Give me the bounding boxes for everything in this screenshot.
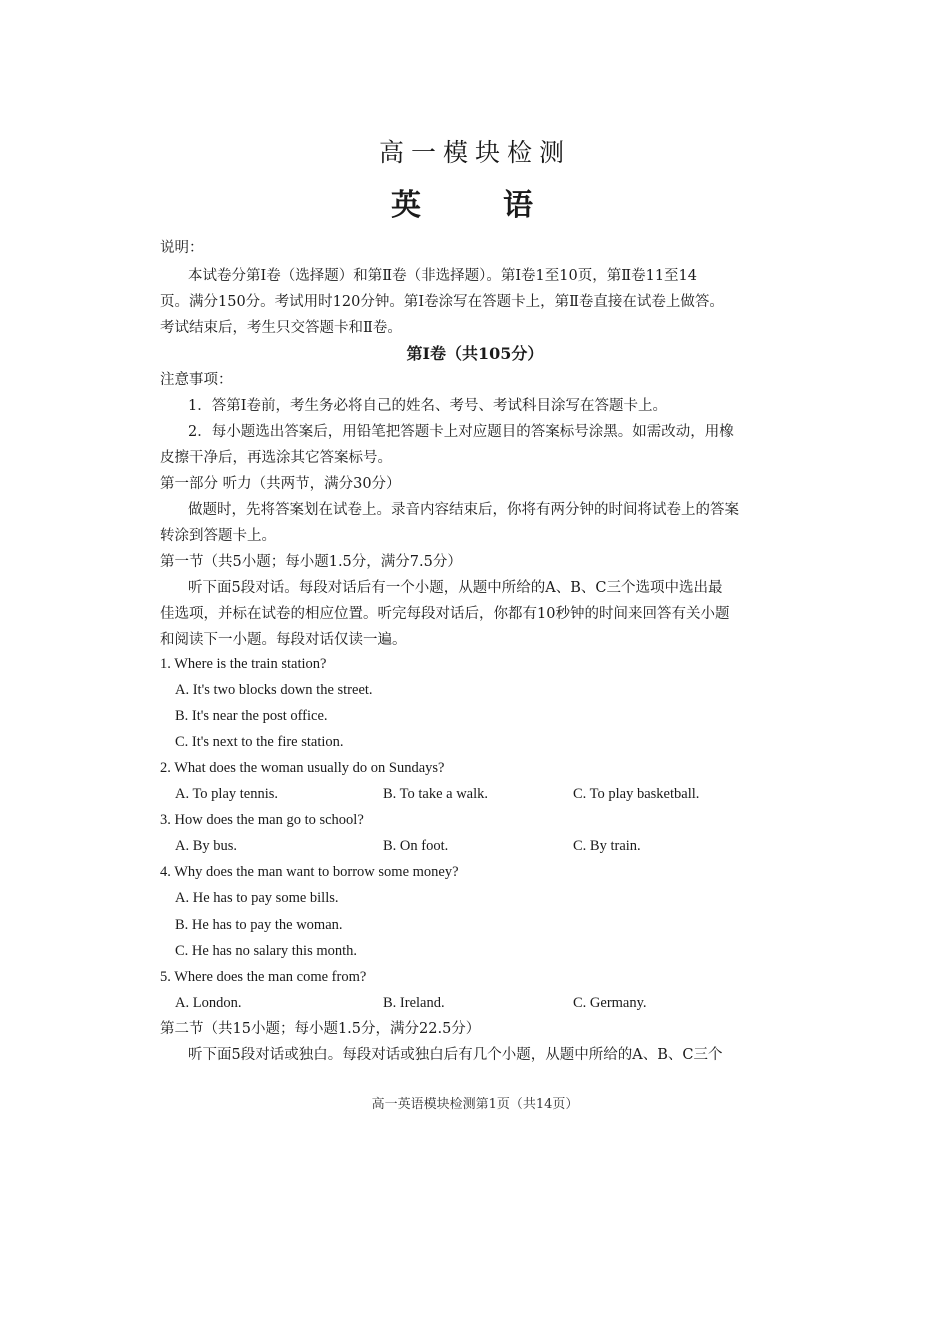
volume1-heading: 第Ⅰ卷（共105分）	[406, 344, 544, 363]
section2-line-1: 听下面5段对话或独白。每段对话或独白后有几个小题，从题中所给的A、B、C三个	[188, 1047, 723, 1063]
exam-title: 高一模块检测	[378, 138, 571, 167]
question-3: 3. How does the man go to school?	[160, 812, 364, 828]
q2-option-b: B. To take a walk.	[383, 786, 489, 802]
question-4: 4. Why does the man want to borrow some money?	[160, 864, 459, 880]
q5-option-b: B. Ireland.	[383, 995, 445, 1011]
q4-option-a: A. He has to pay some bills.	[175, 890, 339, 906]
notice-label: 注意事项：	[160, 372, 233, 388]
part1-line-2: 转涂到答题卡上。	[160, 528, 276, 544]
question-2: 2. What does the woman usually do on Sundays?	[160, 760, 445, 776]
section2-heading: 第二节（共15小题；每小题1.5分，满分22.5分）	[160, 1021, 481, 1037]
question-1: 1. Where is the train station?	[160, 656, 327, 672]
section1-line-2: 佳选项，并标在试卷的相应位置。听完每段对话后，你都有10秒钟的时间来回答有关小题	[160, 606, 730, 622]
q4-option-c: C. He has no salary this month.	[175, 943, 358, 959]
q5-option-a: A. London.	[175, 995, 242, 1011]
section1-heading: 第一节（共5小题；每小题1.5分，满分7.5分）	[160, 554, 462, 570]
part1-heading: 第一部分 听力（共两节，满分30分）	[160, 476, 401, 492]
section1-line-1: 听下面5段对话。每段对话后有一个小题，从题中所给的A、B、C三个选项中选出最	[188, 580, 723, 596]
q1-option-b: B. It's near the post office.	[175, 708, 328, 724]
subject-title: 英 语	[391, 188, 559, 223]
question-5: 5. Where does the man come from?	[160, 969, 367, 985]
intro-label: 说明：	[160, 240, 204, 256]
q3-option-c: C. By train.	[573, 838, 641, 854]
q1-option-a: A. It's two blocks down the street.	[175, 682, 373, 698]
page-footer: 高一英语模块检测第1页（共14页）	[371, 1097, 579, 1112]
q4-option-b: B. He has to pay the woman.	[175, 917, 343, 933]
q5-option-c: C. Germany.	[573, 995, 647, 1011]
q2-option-c: C. To play basketball.	[573, 786, 700, 802]
notice-line-1: 1．答第Ⅰ卷前，考生务必将自己的姓名、考号、考试科目涂写在答题卡上。	[188, 398, 667, 414]
intro-line-2: 页。满分150分。考试用时120分钟。第Ⅰ卷涂写在答题卡上，第Ⅱ卷直接在试卷上做答。	[160, 294, 724, 310]
q3-option-b: B. On foot.	[383, 838, 449, 854]
section1-line-3: 和阅读下一小题。每段对话仅读一遍。	[160, 632, 407, 648]
intro-line-3: 考试结束后，考生只交答题卡和Ⅱ卷。	[160, 320, 402, 336]
q1-option-c: C. It's next to the fire station.	[175, 734, 344, 750]
q3-option-a: A. By bus.	[175, 838, 238, 854]
part1-line-1: 做题时，先将答案划在试卷上。录音内容结束后，你将有两分钟的时间将试卷上的答案	[188, 502, 739, 518]
intro-line-1: 本试卷分第Ⅰ卷（选择题）和第Ⅱ卷（非选择题）。第Ⅰ卷1至10页，第Ⅱ卷11至14	[188, 268, 697, 284]
notice-line-2: 2．每小题选出答案后，用铅笔把答题卡上对应题目的答案标号涂黑。如需改动，用橡	[188, 424, 734, 440]
q2-option-a: A. To play tennis.	[175, 786, 279, 802]
notice-line-3: 皮擦干净后，再选涂其它答案标号。	[160, 450, 392, 466]
